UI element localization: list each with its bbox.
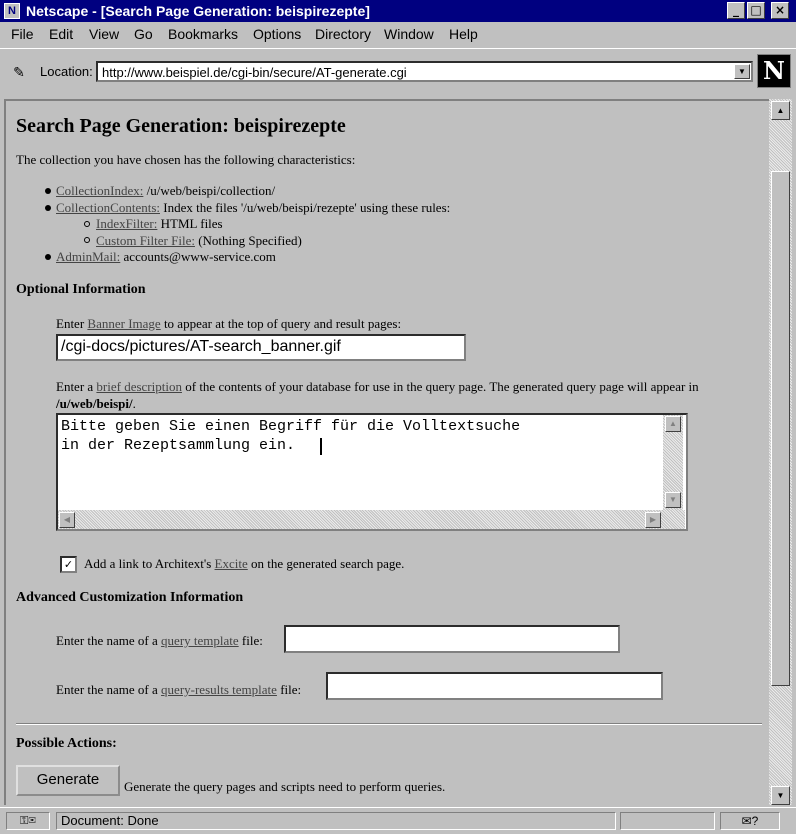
scroll-up-icon[interactable]: ▲ bbox=[771, 101, 790, 120]
banner-image-input[interactable]: /cgi-docs/pictures/AT-search_banner.gif bbox=[56, 334, 466, 361]
bookmark-page-icon[interactable]: ✎ bbox=[13, 64, 25, 80]
collection-index-link[interactable]: CollectionIndex: bbox=[56, 183, 144, 198]
query-results-template-label: Enter the name of a query-results template file: bbox=[56, 682, 302, 697]
scroll-left-icon[interactable]: ◀ bbox=[59, 512, 75, 528]
banner-image-link[interactable]: Banner Image bbox=[87, 316, 161, 331]
description-line-2: in der Rezeptsammlung ein. bbox=[61, 437, 296, 454]
menu-bar bbox=[0, 22, 796, 46]
window-title: Netscape - [Search Page Generation: beispirezepte] bbox=[26, 3, 370, 19]
menu-file[interactable]: File bbox=[11, 26, 34, 42]
description-textarea[interactable] bbox=[56, 413, 688, 531]
menu-help[interactable]: Help bbox=[449, 26, 478, 42]
advanced-heading: Advanced Customization Information bbox=[16, 590, 244, 605]
bullet-icon bbox=[45, 254, 51, 260]
list-item-collection-index: CollectionIndex: /u/web/beispi/collection/ bbox=[56, 183, 276, 198]
status-bar bbox=[0, 807, 796, 834]
query-template-link[interactable]: query template bbox=[161, 633, 239, 648]
scroll-down-icon[interactable]: ▼ bbox=[771, 786, 790, 805]
page-content bbox=[4, 99, 769, 805]
description-path-line: /u/web/beispi/. bbox=[56, 396, 136, 411]
location-url-text: http://www.beispiel.de/cgi-bin/secure/AT-generate.cgi bbox=[102, 65, 407, 80]
menu-view[interactable]: View bbox=[89, 26, 120, 42]
possible-actions-heading: Possible Actions: bbox=[16, 736, 117, 751]
textarea-hscroll-track[interactable] bbox=[58, 510, 685, 529]
text-cursor bbox=[320, 438, 322, 455]
excite-checkbox[interactable]: ✓ bbox=[60, 556, 77, 573]
excite-label: Add a link to Architext's Excite on the generated search page. bbox=[84, 556, 405, 571]
query-template-label: Enter the name of a query template file: bbox=[56, 633, 263, 648]
description-line-1: Bitte geben Sie einen Begriff für die Volltextsuche bbox=[61, 418, 521, 435]
scroll-down-icon[interactable]: ▼ bbox=[665, 492, 681, 508]
generate-description: Generate the query pages and scripts need to perform queries. bbox=[124, 779, 446, 794]
chevron-down-icon[interactable]: ▼ bbox=[734, 64, 750, 79]
scroll-up-icon[interactable]: ▲ bbox=[665, 416, 681, 432]
circle-bullet-icon bbox=[84, 221, 90, 227]
netscape-app-icon[interactable]: N bbox=[4, 3, 20, 19]
security-key-icon[interactable]: ⚿✉ bbox=[6, 812, 50, 830]
menu-window[interactable]: Window bbox=[384, 26, 434, 42]
title-bar bbox=[0, 0, 796, 22]
menu-options[interactable]: Options bbox=[253, 26, 302, 42]
custom-filter-file-link[interactable]: Custom Filter File: bbox=[96, 233, 195, 248]
close-button[interactable]: × bbox=[771, 2, 789, 19]
page-vertical-scrollbar[interactable] bbox=[769, 99, 792, 805]
location-bar bbox=[0, 48, 796, 97]
list-item-admin-mail: AdminMail: accounts@www-service.com bbox=[56, 249, 276, 264]
minimize-button[interactable]: _ bbox=[727, 2, 745, 19]
netscape-logo[interactable]: N bbox=[757, 54, 791, 88]
circle-bullet-icon bbox=[84, 237, 90, 243]
maximize-button[interactable]: □ bbox=[747, 2, 765, 19]
menu-bookmarks[interactable]: Bookmarks bbox=[168, 26, 239, 42]
list-item-custom-filter: Custom Filter File: (Nothing Specified) bbox=[96, 233, 302, 248]
intro-text: The collection you have chosen has the following characteristics: bbox=[16, 152, 356, 167]
list-item-index-filter: IndexFilter: HTML files bbox=[96, 216, 223, 231]
mail-icon[interactable]: ✉? bbox=[720, 812, 780, 830]
location-label: Location: bbox=[40, 64, 93, 79]
horizontal-divider bbox=[16, 723, 762, 725]
query-results-template-input[interactable] bbox=[326, 672, 663, 700]
bullet-icon bbox=[45, 205, 51, 211]
query-template-input[interactable] bbox=[284, 625, 620, 653]
list-item-collection-contents: CollectionContents: Index the files '/u/web/beispi/rezepte' using these rules: bbox=[56, 200, 451, 215]
menu-directory[interactable]: Directory bbox=[315, 26, 372, 42]
status-text: Document: Done bbox=[56, 812, 616, 830]
generate-button[interactable]: Generate bbox=[16, 765, 120, 796]
brief-description-link[interactable]: brief description bbox=[96, 379, 182, 394]
scroll-thumb[interactable] bbox=[771, 171, 790, 686]
progress-indicator bbox=[620, 812, 715, 830]
location-url-field[interactable] bbox=[96, 61, 753, 82]
bullet-icon bbox=[45, 188, 51, 194]
admin-mail-link[interactable]: AdminMail: bbox=[56, 249, 121, 264]
banner-image-label: Enter Banner Image to appear at the top of query and result pages: bbox=[56, 316, 402, 331]
excite-link[interactable]: Excite bbox=[214, 556, 248, 571]
description-label: Enter a brief description of the contents of your database for use in the query page. The generated query page will appear in bbox=[56, 379, 699, 394]
page-title: Search Page Generation: beispirezepte bbox=[16, 115, 346, 137]
menu-edit[interactable]: Edit bbox=[49, 26, 74, 42]
index-filter-link[interactable]: IndexFilter: bbox=[96, 216, 158, 231]
menu-go[interactable]: Go bbox=[134, 26, 153, 42]
optional-info-heading: Optional Information bbox=[16, 282, 146, 297]
query-results-template-link[interactable]: query-results template bbox=[161, 682, 277, 697]
scroll-right-icon[interactable]: ▶ bbox=[645, 512, 661, 528]
collection-contents-link[interactable]: CollectionContents: bbox=[56, 200, 160, 215]
